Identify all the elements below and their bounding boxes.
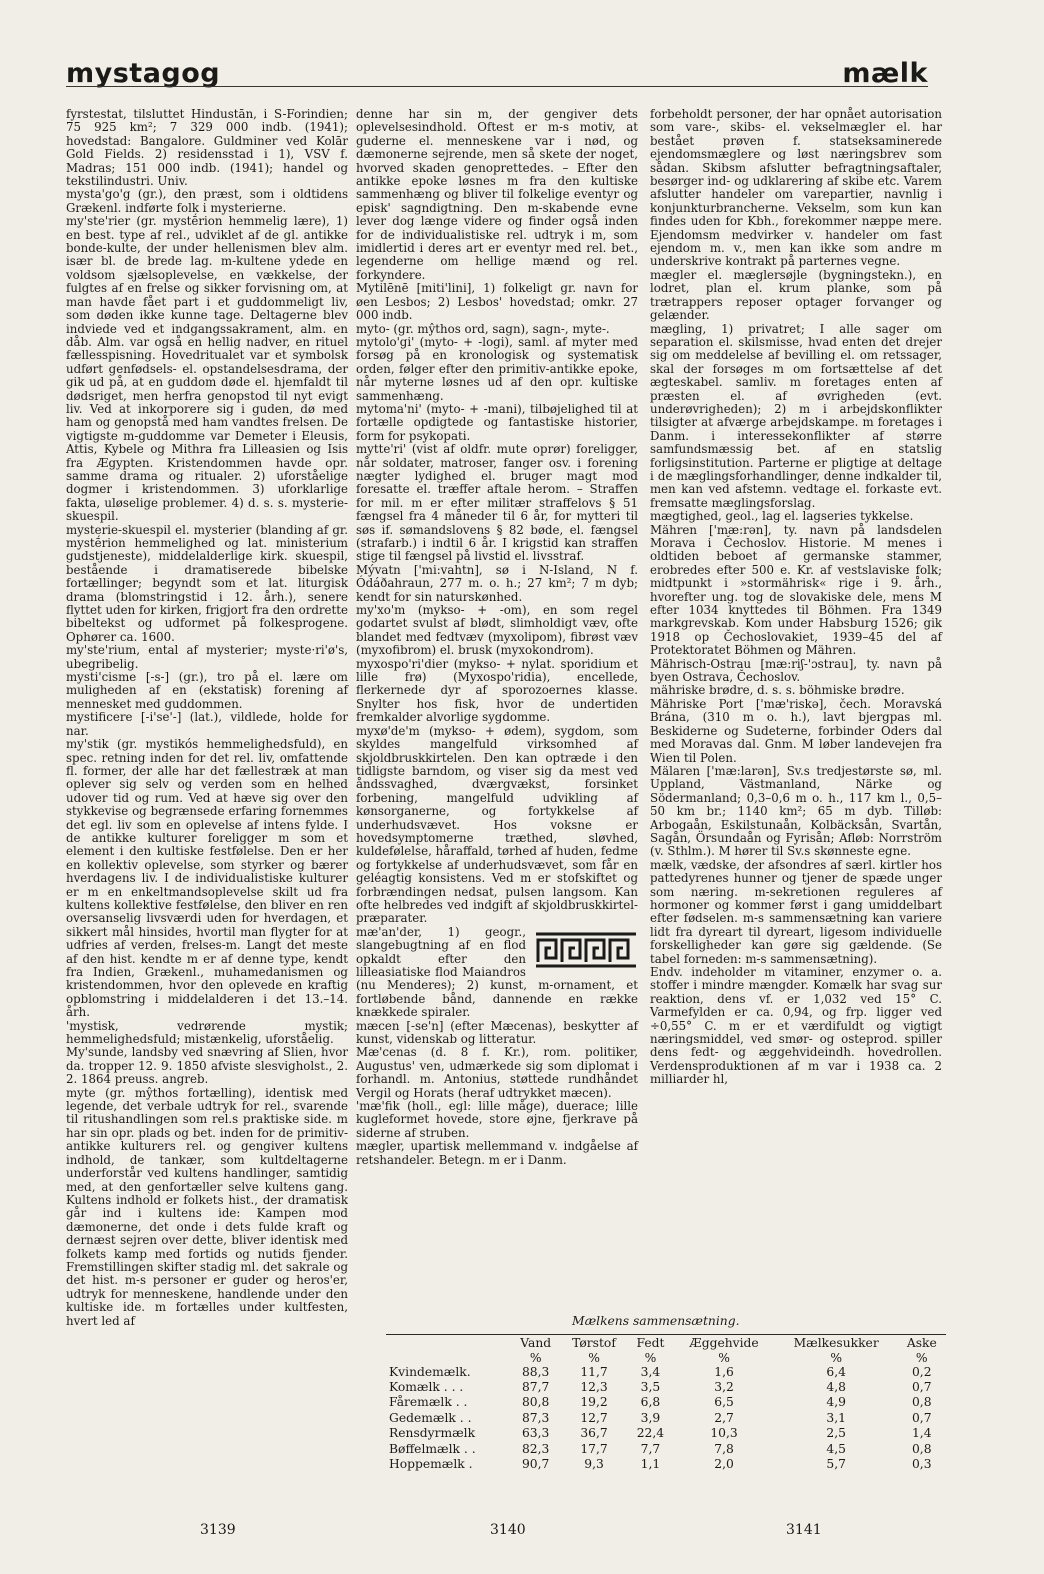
unit-cell: % [718,1350,730,1365]
dictionary-entry: mysta'go'g (gr.), den præst, som i oldtidens Grækenl. indførte folk i mysterierne. [66,187,348,215]
table-row [386,1395,946,1410]
dictionary-entry: mæ'an'der, 1) geogr., slangebugtning af en flod opkaldt efter den lilleasiatiske flod Maiandros (nu Menderes); 2) kunst, m-ornament, et fortløbende bånd, dannende en række knækkede spiraler. [356,924,638,1020]
table-cell: 22,4 [636,1426,665,1441]
row-label: Komælk . . . [389,1380,464,1394]
dictionary-entry: mægling, 1) privatret; I alle sager om separation el. skilsmisse, hvad enten det drejer sig om meddelelse af bevilling el. om retssager, skal der forsøges m om fortsættelse af det ægteskabel. samliv. m foretages enten af præsten el. af øvrigheden (evt. underøvrigheden); 2) m i arbejdskonflikter tilsigter at afværge arbejdskampe. m foretages i Danm. i interessekonflikter af større samfundsmæssig bet. af en statslig forligsinstitution. Parterne er pligtige at deltage i de mæglingsforhandlinger, denne indkalder til, men kan ved afstemn. vedtage el. forkaste evt. fremsatte mæglingsforslag. [650,321,942,510]
dictionary-entry: myto- (gr. mŷthos ord, sagn), sagn-, myte-. [356,321,610,336]
dictionary-entry: Mähren ['mæ:rən], ty. navn på landsdelen Morava i Čechoslov. Historie. M menes i oldtiden beboet af germanske stammer, erobredes efter 500 e. Kr. af vestslaviske folk; midtpunkt i »stormährisk« rige i 9. årh., hvorefter ung. tog de slovakiske dele, mens M efter 1034 knyttedes til Böhmen. Fra 1349 markgrevskab. Kom under Habsburg 1526; gik 1918 op Čechoslovakiet, 1939–45 del af Protektoratet Böhmen og Mähren. [650,522,942,658]
table-cell: 1,6 [714,1364,734,1379]
table-row [386,1442,946,1457]
row-label: Rensdyrmælk [389,1426,476,1441]
table-header: Aske [906,1336,937,1350]
table-cell: 3,9 [640,1410,661,1425]
dictionary-entry: mælk, vædske, der afsondres af særl. kirtler hos pattedyrenes hunner og tjener de spæde unger som næring. m-sekretionen reguleres af hormoner og kommer først i gang umiddelbart efter fødselen. m-s sammensætning kan variere lidt fra dyreart til dyreart, ligesom individuelle forskelligheder kan gøre sig gældende. (Se tabel forneden: m-s sammensætning). [650,857,942,966]
dictionary-entry: mægler, upartisk mellemmand v. indgåelse af retshandeler. Betegn. m er i Danm. [356,1139,638,1167]
dictionary-entry: myte (gr. mŷthos fortælling), identisk med legende, det verbale udtryk for rel., svarende til ritushandlingen som rel.s praktiske side. m har sin opr. plads og bet. inden for de primitiv-antikke kulturers rel. og gengiver kultens indhold, de tankær, som kultdeltagerne underforstår ved kultens handlinger, samtidig med, at den genfortæller selve kultens gang. Kultens indhold er folkets hist., der dramatisk går ind i kultens ide: Kampen mod dæmonerne, det onde i dets fulde kraft og dernæst sejren over dette, bliver identisk med folkets kamp med fortids og nutids fjender. Fremstillingen skifter stadig ml. det sakrale og det hist. m-s personer er guder og heros'er, udtryk for menneskene, handlende under den kultiske ide. m fortælles under kultfesten, hvert led af [66,1085,348,1328]
dictionary-entry: Endv. indeholder m vitaminer, enzymer o. a. stoffer i mindre mængder. Komælk har svag sur reaktion, dens vf. er 1,032 ved 15° C. Varmefylden er ca. 0,94, og frp. ligger ved ÷0,55° C. m er et værdifuldt og vigtigt næringsmiddel, ved smør- og osteprod. spiller dens fedt- og æggehvideindh. hovedrollen. Verdensproduktionen af m var i 1938 ca. 2 milliarder hl, [650,965,942,1087]
dictionary-entry: myxø'de'm (mykso- + ødem), sygdom, som skyldes mangelfuld virksomhed af skjoldbruskkirtelen. Den kan optræde i den tidligste barndom, og viser sig da mest ved åndssvaghed, dværgvækst, forsinket forbening, mangelfuld udvikling af kønsorganerne, og fortykkelse af underhudsvævet. Hos voksne er hovedsymptomerne træthed, sløvhed, kuldefølelse, håraffald, tørhed af huden, fedme og fortykkelse af underhudsvævet, som får en geléagtig konsistens. Ved m er stofskiftet og forbrændingen nedsat, pulsen langsom. Kan ofte helbredes ved indgift af skjoldbruskkirtel-præparater. [356,723,638,926]
dictionary-entry: myxospo'ri'dier (mykso- + nylat. sporidium et lille frø) (Myxospo'ridia), encellede, flerkernede dyr af sporozoernes klasse. Snylter hos fisk, hvor de undertiden fremkalder alvorlige sygdomme. [356,656,638,725]
dictionary-entry: my'ste'rier (gr. mystḗrion hemmelig lære), 1) en best. type af rel., udviklet af de gl. antikke bonde-kulte, der under hellenismen blev alm. især bl. de brede lag. m-kultene ydede en voldsom sjælsoplevelse, en vækkelse, der fulgtes af en frelse og sikker forvisning om, at man havde fået part i et guddommeligt liv, som døden ikke kunne tage. Deltagerne blev indviede ved et indgangssakrament, alm. en dåb. Alm. var også en hellig nadver, en rituel fællesspisning. Hovedritualet var et symbolsk udført genfødsels- el. opstandelsesdrama, der gik ud på, at en guddom døde el. hjemfaldt til dødsriget, men herfra genopstod til nyt evigt liv. Ved at inkorporere sig i guden, dø med ham og genopstå med ham vandtes frelsen. De vigtigste m-guddomme var Demeter i Eleusis, Attis, Kybele og Mithra fra Lilleasien og Isis fra Ægypten. Kristendommen havde opr. samme drama og ritualer. 2) uforståelige dogmer i kristendommen. 3) uforklarlige fakta, uløselige problemer. 4) d. s. s. mysterie-skuespil. [66,214,348,524]
dictionary-entry: My'sunde, landsby ved snævring af Slien, hvor da. tropper 12. 9. 1850 afviste slesvigholst., 2. 2. 1864 preuss. angreb. [66,1045,348,1087]
table-cell: 7,8 [714,1441,734,1456]
row-label: Kvindemælk. [389,1364,471,1379]
table-row [386,1365,946,1380]
table-cell: 2,5 [826,1426,846,1441]
table-header: Vand [520,1336,552,1350]
table-cell: 5,7 [826,1457,846,1472]
row-label: Gedemælk . . [389,1410,472,1425]
milk-table [386,1337,946,1472]
row-label: Bøffelmælk . . [389,1441,476,1456]
dictionary-entry: 'mæ'fik (holl., egl: lille måge), duerace; lille kugleformet hovede, store øjne, fjerkrave på siderne af struben. [356,1099,638,1140]
table-row [386,1380,946,1395]
page-number: 3140 [490,1522,526,1538]
table-rule [386,1334,946,1335]
dictionary-entry: denne har sin m, der gengiver dets oplevelsesindhold. Oftest er m-s motiv, at guderne el. menneskene var i nød, og dæmonerne sejrende, men så skete der noget, hvorved skaden genoprettedes. – Efter den antikke epoke løsnes m fra den kultiske sammenhæng og bliver til folkelige eventyr og episk' sagndigtning. Den m-skabende evne lever dog længe videre og finder også inden for de individualistiske rel. udtryk i m, som imidlertid i deres art er eventyr med rel. bet., legenderne om hellige mænd og rel. forkyndere. [356,107,638,282]
page-number: 3139 [200,1522,236,1538]
dictionary-entry: Mährisch-Ostrau [mæ:riʃ-'ɔstrau], ty. navn på byen Ostrava, Čechoslov. [650,656,942,685]
dictionary-entry: my'xo'm (mykso- + -om), en som regel godartet svulst af blødt, slimholdigt væv, ofte blandet med fedtvæv (myxolipom), fibrøst væv (myxofibrom) el. brusk (myxokondrom). [356,603,638,658]
dictionary-entry: Mývatn ['mi:vahtn], sø i N-Island, N f. Ódáðahraun, 277 m. o. h.; 27 km²; 7 m dyb; kendt for sin naturskønhed. [356,562,638,604]
milk-composition-table [386,1314,946,1472]
table-cell: 3,5 [640,1380,661,1394]
page-number: 3141 [786,1522,822,1538]
table-cell: 19,2 [580,1395,608,1410]
table-row [386,1426,946,1441]
table-header: Tørstof [572,1336,616,1350]
dictionary-entry: fyrstestat, tilsluttet Hindustān, i S-Forindien; 75 925 km²; 7 329 000 indb. (1941); hovedstad: Bangalore. Guldminer ved Kolār Gold Fields. 2) residensstad i 1), VSV f. Madras; 151 000 indb. (1941); handel og tekstilindustri. Univ. [66,107,348,189]
table-header [386,1337,511,1351]
dictionary-entry: mægler el. mæglersøjle (bygningstekn.), en lodret, plan el. krum planke, som på trætrappers reposer optager forvanger og gelænder. [650,267,942,323]
guide-word-right: mælk [842,58,928,89]
column-1 [66,108,348,1328]
table-cell: 3,2 [714,1380,734,1394]
table-cell: 11,7 [580,1364,608,1379]
table-cell: 3,4 [640,1364,661,1379]
unit-cell: % [915,1350,928,1365]
dictionary-entry: Mähriske Port ['mæ'riskə], čech. Moravská Brána, (310 m o. h.), lavt bjergpas ml. Beskiderne og Sudeterne, forbinder Oders dal med Moravas dal. Gnm. M løber landevejen fra Wien til Polen. [650,696,942,765]
table-cell: 1,4 [911,1426,932,1441]
column-2 [356,108,638,1167]
table-cell: 12,7 [580,1410,608,1425]
guide-word-left: mystagog [66,58,221,89]
table-cell: 4,5 [826,1441,846,1456]
dictionary-entry: my'stik (gr. mystikós hemmelighedsfuld), en spec. retning inden for det rel. liv, omfattende fl. former, der alle har det fællestræk at man oplever sig selv og verden som en helhed udover tid og rum. Ved at hæve sig over den stykkevise og begrænsede erfaring fornemmes det egl. liv som en oplevelse af intens fylde. I de antikke kulturer foreligger m som et element i den kultiske festfølelse. Den er her en kollektiv oplevelse, som styrker og bærer hverdagens liv. I de individualistiske kulturer er m en enkeltmandsoplevelse skilt ud fra kultens kollektive festfølelse, den bliver en ren oversanselig livsværdi uden for hverdagen, et sikkert mål hinsides, hvortil man flygter for at udfries af verden, frelses-m. Langt det meste af den hist. kendte m er af denne type, kendt fra Indien, Grækenl., muhamedanismen og kristendommen, hvor den oplevede en kraftig opblomstring i middelalderen i det 13.–14. årh. [66,737,348,1020]
table-cell: 0,7 [911,1410,932,1425]
table-cell: 80,8 [521,1395,550,1410]
table-cell: 4,9 [826,1395,846,1410]
dictionary-entry: mysterie-skuespil el. mysterier (blanding af gr. mystḗrion hemmelighed og lat. ministerium gudstjeneste), middelalderlige kirk. skuespil, bestående i dramatiserede bibelske fortællinger; begyndt som et lat. liturgisk drama (blomstringstid i 12. årh.), senere flyttet uden for kirken, frigjort fra den ordrette bibeltekst og udformet på folkesprogene. Ophører ca. 1600. [66,522,348,644]
dictionary-entry: mystificere [-i'se'-] (lat.), vildlede, holde for nar. [66,710,348,738]
dictionary-entry: Mæ'cenas (d. 8 f. Kr.), rom. politiker, Augustus' ven, udmærkede sig som diplomat i forhandl. m. Antonius, støttede rundhåndet Vergil og Horats (heraf udtrykket mæcen). [356,1045,638,1100]
row-label: Fåremælk . . [389,1395,468,1410]
meander-ornament [534,930,638,970]
dictionary-entry: Mälaren ['mæ:larən], Sv.s tredjestørste sø, ml. Uppland, Västmanland, Närke og Södermanland; 0,3–0,6 m o. h., 117 km l., 0,5–50 km br.; 1140 km²; 65 m dyb. Tilløb: Arbogaån, Eskilstunaån, Kolbäcksån, Svartån, Sagån, Örsundaån og Fyrisån; Afløb: Norrström (v. Sthlm.). M hører til Sv.s skønneste egne. [650,763,942,859]
unit-cell: % [588,1350,600,1365]
table-cell: 3,1 [826,1410,846,1425]
unit-cell: % [529,1350,542,1365]
table-header: Æggehvide [689,1336,759,1350]
table-cell: 4,8 [826,1380,846,1394]
table-cell: 0,2 [911,1364,932,1379]
dictionary-entry: my'ste'rium, ental af mysterier; myste·ri'ø's, ubegribelig. [66,643,348,671]
unit-cell: % [644,1350,657,1365]
row-label: Hoppemælk . [389,1457,473,1472]
column-3 [650,108,942,1087]
table-row [386,1411,946,1426]
dictionary-entry: 'mystisk, vedrørende mystik; hemmelighedsfuld; mistænkelig, uforståelig. [66,1018,348,1047]
dictionary-entry: mytolo'gi' (myto- + -logi), saml. af myter med forsøg på en kronologisk og systematisk orden, følger efter den primitiv-antikke epoke, når myterne løsnes ud af den opr. kultiske sammenhæng. [356,334,638,403]
table-cell: 0,7 [911,1380,932,1394]
table-cell: 6,5 [714,1395,734,1410]
table-caption: Mælkens sammensætning. [572,1314,740,1328]
table-cell: 63,3 [521,1426,550,1441]
table-cell: 88,3 [521,1364,550,1379]
table-cell: 17,7 [580,1441,608,1456]
dictionary-entry: mægtighed, geol., lag el. lagseries tykkelse. [650,509,914,524]
dictionary-entry: mytoma'ni' (myto- + -mani), tilbøjelighed til at fortælle opdigtede og fantastiske historier, form for psykopati. [356,401,638,443]
dictionary-entry: mytte'ri' (vist af oldfr. mute oprør) foreligger, når soldater, matroser, fanger osv. i forening nægter lydighed el. bruger magt mod foresatte el. træffer aftale herom. – Straffen for mil. m er efter militær straffelovs § 51 fængsel fra 4 måneder til 6 år, for mytteri til søs if. sømandslovens § 82 bøde, el. fængsel (strafarb.) i indtil 6 år. I krigstid kan straffen stige til fængsel på livstid el. livsstraf. [356,442,638,564]
table-cell: 82,3 [521,1441,550,1456]
header-rule [66,86,928,87]
table-cell: 36,7 [580,1426,608,1441]
table-cell: 2,7 [714,1410,734,1425]
unit-cell: % [830,1350,842,1365]
table-cell: 87,3 [521,1410,550,1425]
table-cell: 2,0 [714,1457,734,1472]
dictionary-entry: Mytilēnē [miti'lini], 1) folkeligt gr. navn for øen Lesbos; 2) Lesbos' hovedstad; omkr. 27 000 indb. [356,281,638,323]
table-cell: 0,3 [911,1457,932,1472]
dictionary-entry: mähriske brødre, d. s. s. böhmiske brødre. [650,683,905,698]
table-cell: 0,8 [911,1441,932,1456]
table-row [386,1457,946,1472]
dictionary-entry: mysti'cisme [-s-] (gr.), tro på el. lære om muligheden af en (ekstatisk) forening af mennesket med guddommen. [66,670,348,711]
table-cell: 12,3 [580,1380,608,1394]
table-cell: 7,7 [640,1441,661,1456]
dictionary-entry: forbeholdt personer, der har opnået autorisation som vare-, skibs- el. vekselmægler el. har bestået prøven f. statseksaminerede ejendomsmæglere og løst næringsbrev som sådan. Skibsm afslutter befragtningsaftaler, besørger ind- og udklarering af skibe etc. Varem afslutter handeler om varepartier, navnlig i konjunkturbrancherne. Vekselm, som kun kan findes uden for Kbh., forekommer næppe mere. Ejendomsm medvirker v. handeler om fast ejendom m. v., men kan ikke som andre m underskrive kontrakt på parternes vegne. [650,107,942,269]
table-cell: 10,3 [710,1426,738,1441]
table-cell: 87,7 [521,1380,550,1394]
table-header: Mælkesukker [793,1336,879,1350]
table-cell: 6,8 [640,1395,661,1410]
table-cell: 1,1 [640,1457,661,1472]
table-cell: 0,8 [911,1395,932,1410]
table-header: Fedt [636,1336,665,1350]
unit-cell [386,1351,511,1365]
table-cell: 9,3 [584,1457,604,1472]
table-cell: 90,7 [521,1457,550,1472]
table-cell: 6,4 [826,1364,846,1379]
dictionary-entry: mæcen [-se'n] (efter Mæcenas), beskytter af kunst, videnskab og litteratur. [356,1018,638,1047]
